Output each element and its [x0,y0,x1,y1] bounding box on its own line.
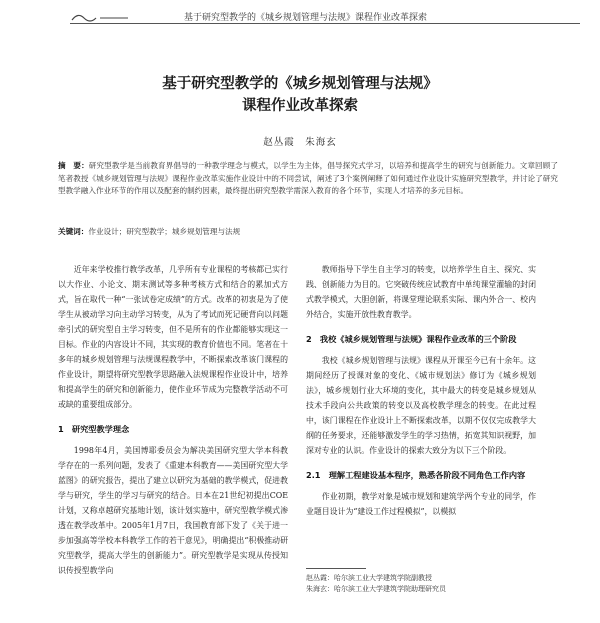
paper-title-line1: 基于研究型教学的《城乡规划管理与法规》 [162,76,438,92]
footnote-line: 朱海玄：哈尔滨工业大学建筑学院助理研究员 [306,585,446,593]
left-column [58,262,288,581]
body-paragraph: 作业初期，教学对象是城市规划和建筑学两个专业的同学，作业题目设计为“建设工作过程模拟”，以模拟 [306,492,536,516]
footnote-line: 赵丛霞：哈尔滨工业大学建筑学院副教授 [306,574,432,582]
section-heading-2: 2 我校《城乡规划管理与法规》课程作业改革的三个阶段 [306,334,517,344]
keywords-text: 作业设计；研究型教学；城乡规划管理与法规 [88,227,241,236]
header-ornament-icon [70,10,130,24]
authors: 赵丛霞 朱海玄 [263,137,337,148]
running-header-text: 基于研究型教学的《城乡规划管理与法规》课程作业改革探索 [184,13,428,23]
keywords [58,226,558,237]
right-column [306,262,536,522]
body-paragraph: 教师指导下学生自主学习的转变，以培养学生自主、探究、实践、创新能力为目的。它突破传统应试教育中单纯课堂灌输的封闭式教学模式，大胆创新，将课堂理论联系实际、课内外合一、校内外结合，实施开放性教育教学。 [306,265,536,319]
paper-title-line2: 课程作业改革探索 [242,98,358,114]
abstract-label: 摘 要： [58,161,89,170]
abstract [58,160,558,198]
section-heading-2-1: 2.1 理解工程建设基本程序，熟悉各阶段不同角色工作内容 [306,470,526,480]
body-paragraph: 近年来学校推行教学改革，几乎所有专业课程的考核都已实行以大作业、小论文、期末测试等多种考核方式和结合的累加式方式，旨在取代一种“一张试卷定成绩”的方式。改革的初衷是为了使学生从被动学习向主动学习转变，从为了考试而死记硬背向以问题牵引式的研究型自主学习转变，但不是所有的作业都能够实现这一目标。作业的内容设计不同，其实现的教育价值也不同。笔者在十多年的城乡规划管理与法规课程教学中，不断探索改革该门课程的作业设计，期望将研究型教学思路融入法规课程作业设计中，培养和提高学生的研究和创新能力，使作业环节成为完整教学活动不可或缺的重要组成部分。 [58,265,288,409]
section-heading-1: 1 研究型教学理念 [58,424,130,434]
footnote-divider [306,568,366,569]
running-header [70,10,580,24]
keywords-label: 关键词： [58,227,89,236]
author-footnote [306,568,546,595]
body-paragraph: 我校《城乡规划管理与法规》课程从开课至今已有十余年。这期间经历了授课对象的变化、《城市规划法》修订为《城乡规划法》，城乡规划行业大环境的变化，其中最大的转变是城乡规划从技术手段向公共政策的转变以及高校教学理念的转变。在此过程中，该门课程在作业设计上不断探索改革，以期不仅仅完成教学大纲的任务要求，还能够激发学生的学习热情，拓宽其知识视野，加深对专业的认识。作业设计的探索大致分为以下三个阶段。 [306,356,536,455]
abstract-text: 研究型教学是当前教育界倡导的一种教学理念与模式，以学生为主体，倡导探究式学习，以培养和提高学生的研究与创新能力。文章回顾了笔者教授《城乡规划管理与法规》课程作业改革实施作业设计中的不同尝试，阐述了3个案例阐释了如何通过作业设计实施研究型教学，并讨论了研究型教学融入作业环节的作用以及配套的制约因素，最终提出研究型教学需深入教育的各个环节，实现人才培养的多元目标。 [58,161,558,196]
body-paragraph: 1998年4月，美国博耶委员会为解决美国研究型大学本科教学存在的一系列问题，发表了《重建本科教育——美国研究型大学蓝图》的研究报告，提出了建立以研究为基础的教学模式，促进教学与研究，学生的学习与研究的结合。日本在21世纪初提出COE计划，又称卓越研究基地计划，该计划实施中，研究型教学模式渗透在教学改革中。2005年1月7日，我国教育部下发了《关于进一步加强高等学校本科教学工作的若干意见》，明确提出“积极推动研究型教学，提高大学生的创新能力”。研究型教学是实现从传授知识传授型教学向 [58,446,288,575]
